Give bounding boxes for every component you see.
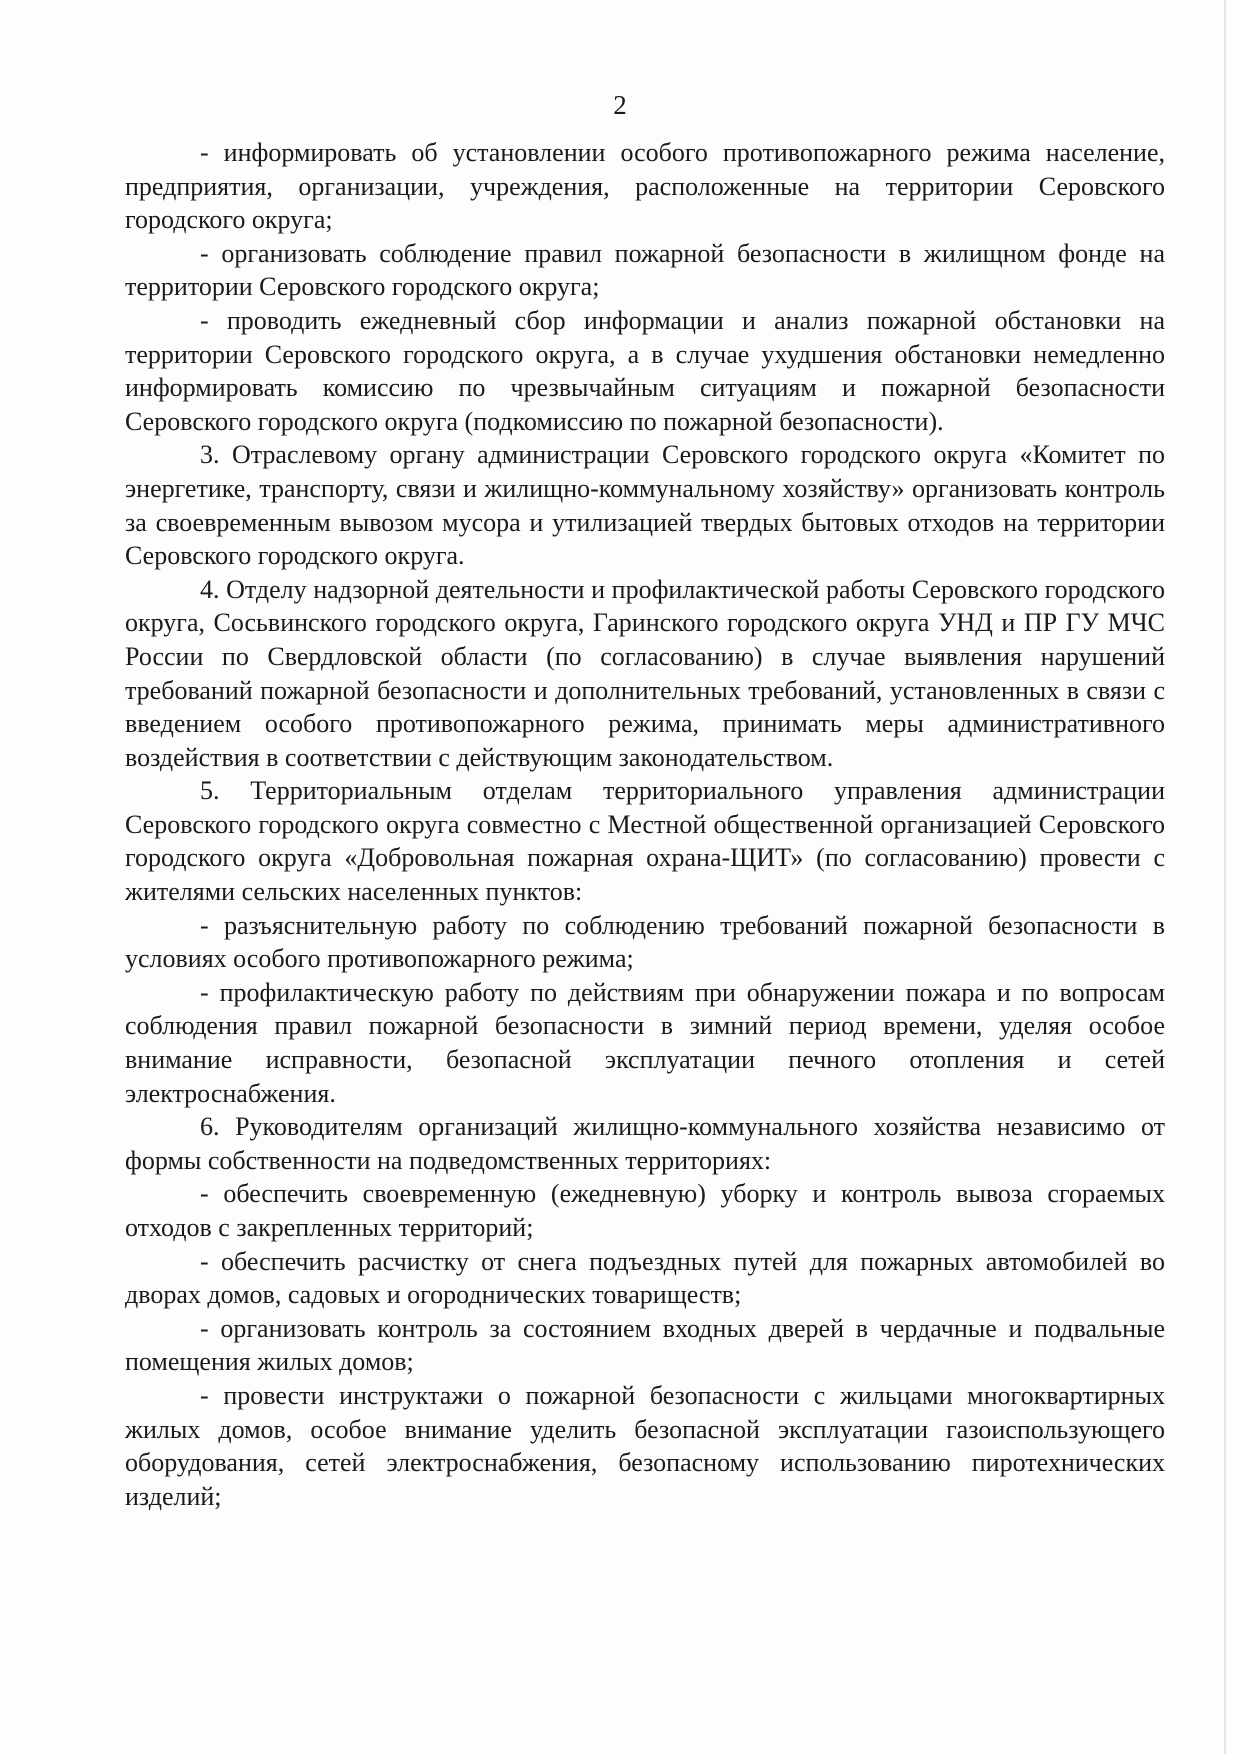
paragraph-preventive-work: - профилактическую работу по действиям при обнаружении пожара и по вопросам соблюдения правил пожарной безопасности в зимний период времени, уделяя особое внимание исправности, безопасной эксплуатации печного отопления и сетей электроснабжения. — [125, 977, 1165, 1108]
paragraph-item-4: 4. Отделу надзорной деятельности и профилактической работы Серовского городского округа, Сосьвинского городского округа, Гаринского городского округа УНД и ПР ГУ МЧС России по Свердловской области (по согласованию) в случае выявления нарушений требований пожарной безопасности и дополнительных требований, установленных в связи с введением особого противопожарного режима, принимать меры административного воздействия в соответствии с действующим законодательством. — [125, 574, 1165, 772]
paragraph-daily-analysis: - проводить ежедневный сбор информации и анализ пожарной обстановки на территории Серовского городского округа, а в случае ухудшения обстановки немедленно информировать комиссию по чрезвычайным ситуациям и пожарной безопасности Серовского городского округа (подкомиссию по пожарной безопасности). — [125, 305, 1165, 436]
paragraph-fire-safety-housing: - организовать соблюдение правил пожарной безопасности в жилищном фонде на территории Серовского городского округа; — [125, 238, 1165, 302]
page-number: 2 — [613, 90, 627, 120]
page-edge-shadow — [1224, 0, 1226, 1754]
paragraph-inform-population: - информировать об установлении особого противопожарного режима население, предприятия, организации, учреждения, расположенные на территории Серовского городского округа; — [125, 138, 1165, 235]
paragraph-item-5: 5. Территориальным отделам территориального управления администрации Серовского городского округа совместно с Местной общественной организацией Серовского городского округа «Добровольная пожарная охрана-ЩИТ» (по согласованию) провести с жителями сельских населенных пунктов: — [125, 776, 1165, 907]
paragraph-explanatory-work: - разъяснительную работу по соблюдению требований пожарной безопасности в условиях особого противопожарного режима; — [125, 910, 1165, 974]
paragraph-item-3: 3. Отраслевому органу администрации Серовского городского округа «Комитет по энергетике, транспорту, связи и жилищно-коммунальному хозяйству» организовать контроль за своевременным вывозом мусора и утилизацией твердых бытовых отходов на территории Серовского городского округа. — [125, 440, 1165, 571]
paragraph-door-control: - организовать контроль за состоянием входных дверей в чердачные и подвальные помещения жилых домов; — [125, 1313, 1165, 1377]
paragraph-waste-removal: - обеспечить своевременную (ежедневную) уборку и контроль вывоза сгораемых отходов с закрепленных территорий; — [125, 1179, 1165, 1242]
document-body — [125, 136, 1165, 1513]
paragraph-snow-clearing: - обеспечить расчистку от снега подъездных путей для пожарных автомобилей во дворах домов, садовых и огороднических товариществ; — [125, 1246, 1165, 1310]
paragraph-item-6: 6. Руководителям организаций жилищно-коммунального хозяйства независимо от формы собственности на подведомственных территориях: — [125, 1112, 1165, 1175]
paragraph-briefings: - провести инструктажи о пожарной безопасности с жильцами многоквартирных жилых домов, особое внимание уделить безопасной эксплуатации газоиспользующего оборудования, сетей электроснабжения, безопасному использованию пиротехнических изделий; — [125, 1380, 1165, 1511]
